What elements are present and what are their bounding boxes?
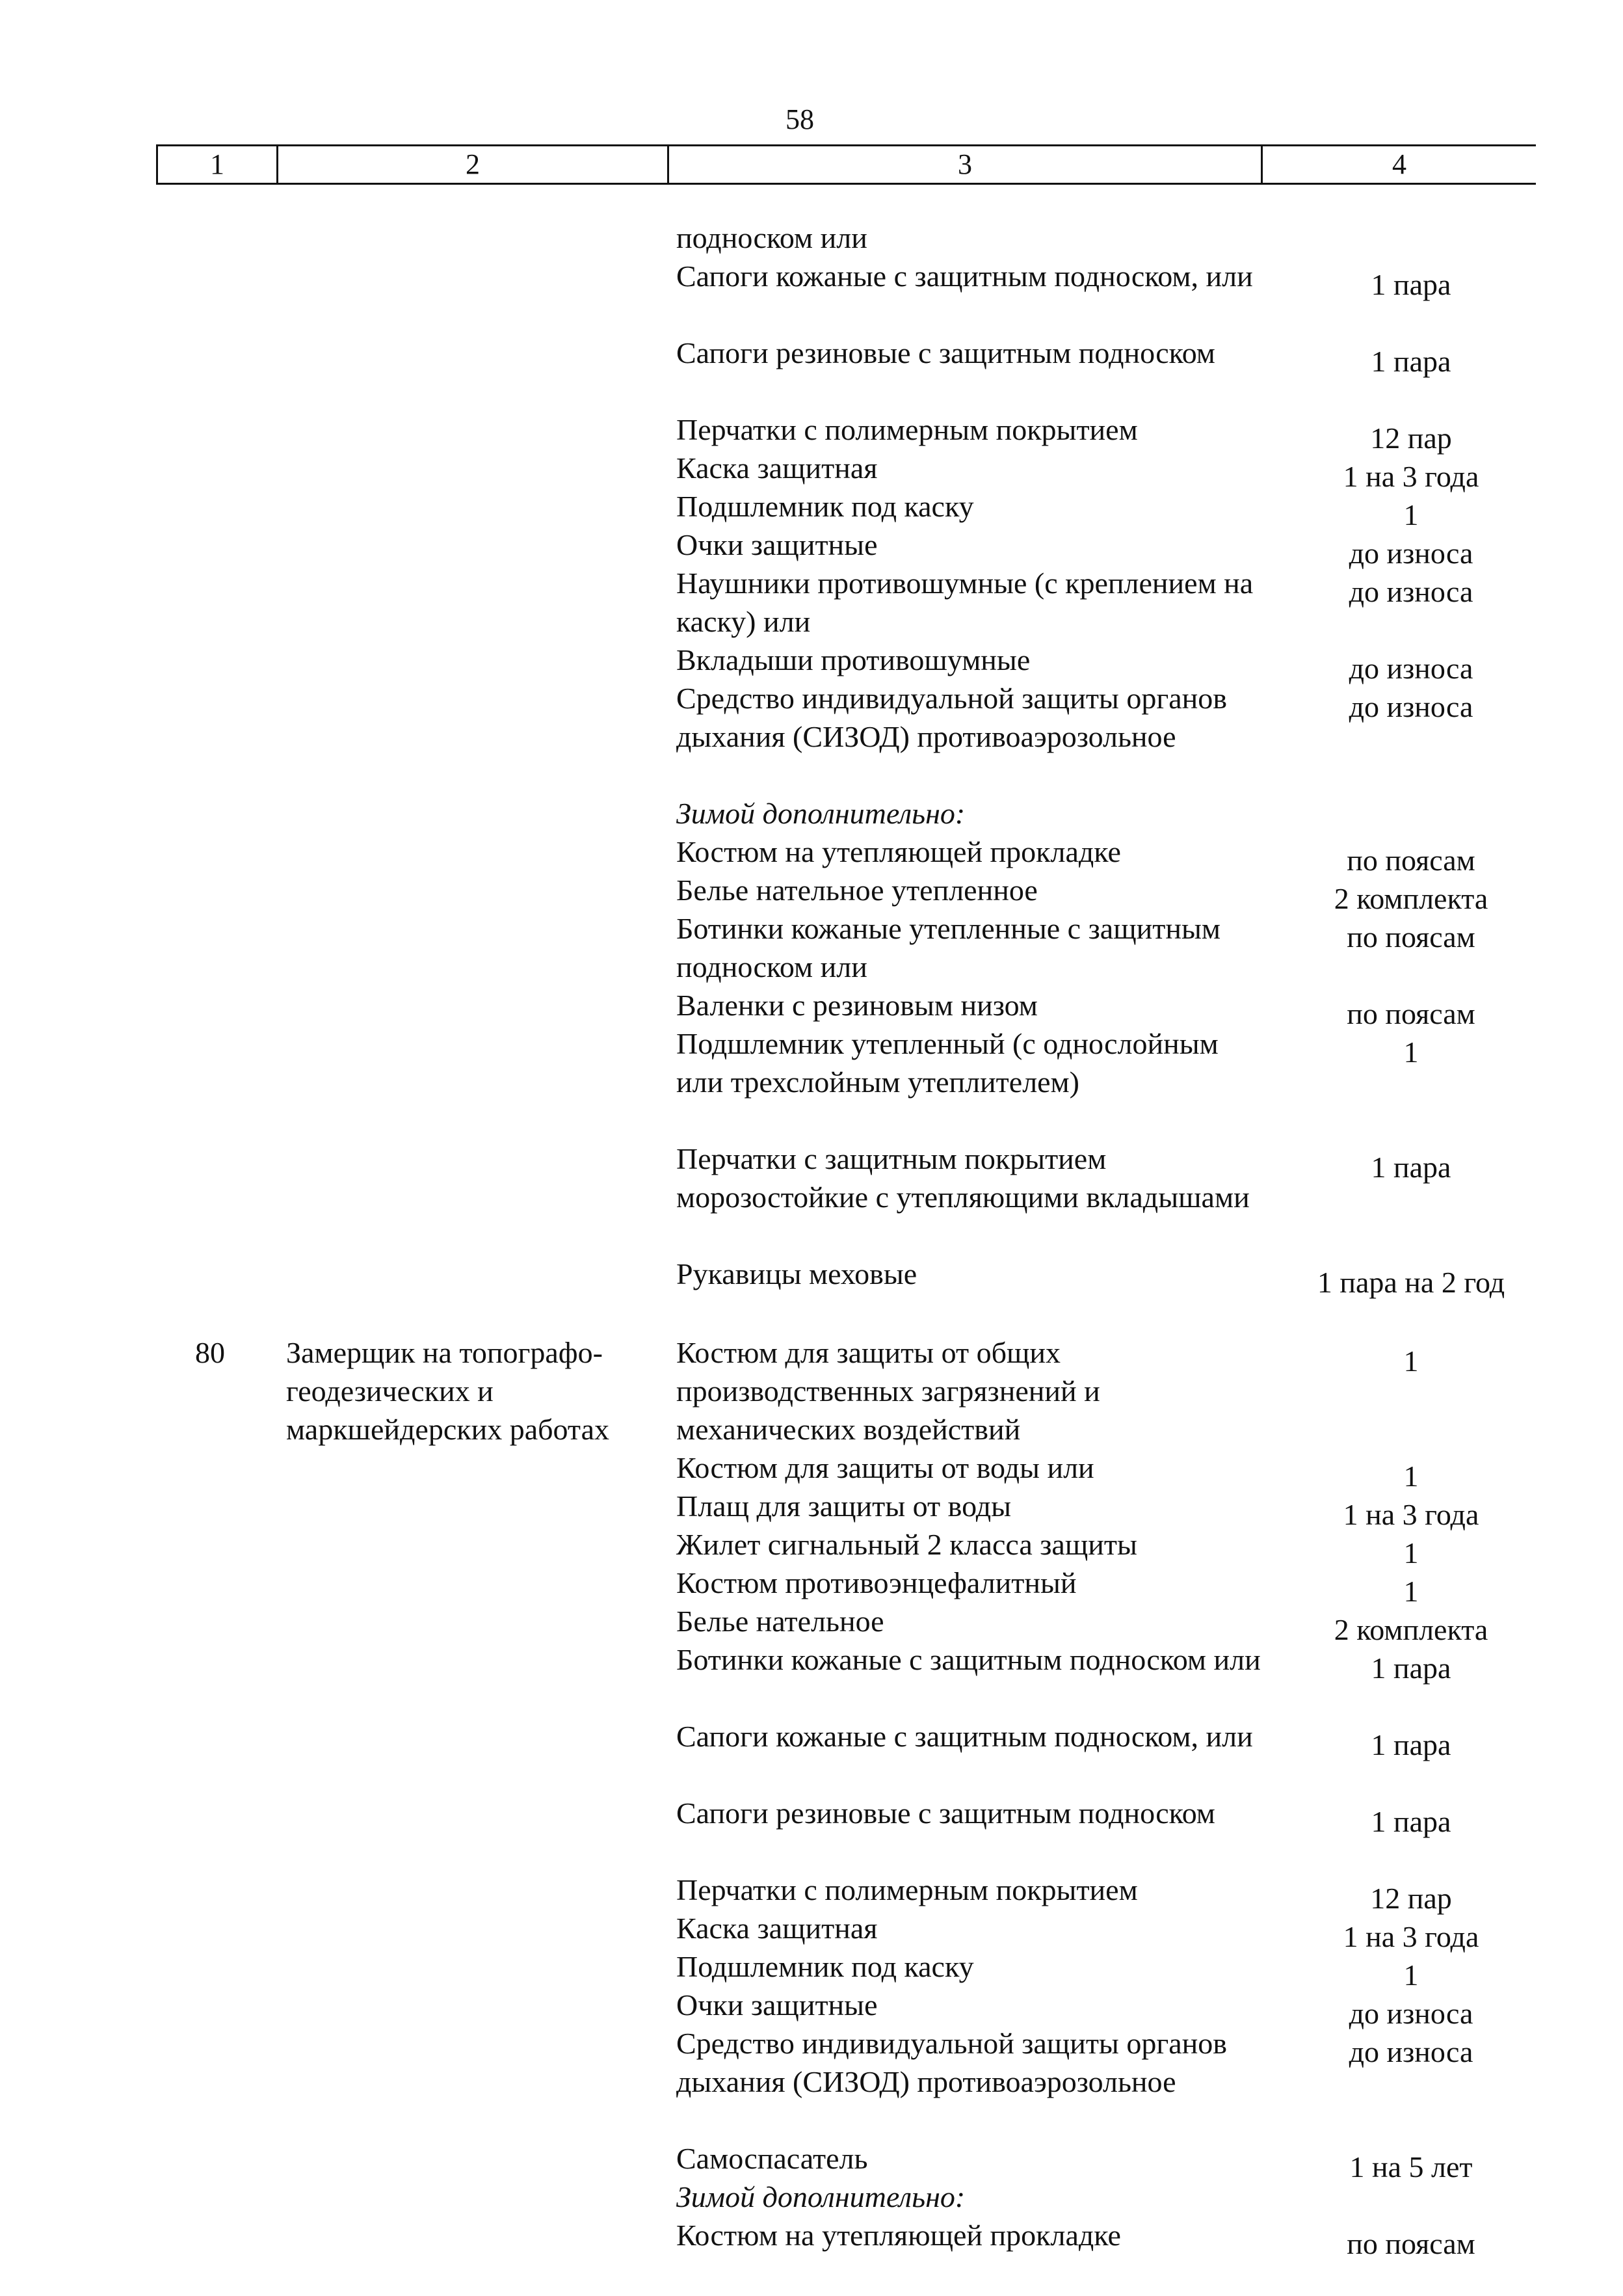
item-text: Очки защитные [676,528,878,561]
item-norm: 1 пара [1371,268,1451,301]
item-text: Плащ для защиты от воды [676,1489,1012,1523]
item-norm: по поясам [1347,844,1475,877]
item-text: Жилет сигнальный 2 класса защиты [676,1528,1137,1561]
entry-number: 80 [195,1336,225,1369]
item-text: подноском или [676,221,867,254]
item-norm: 12 пар [1370,421,1452,455]
item-norm: 1 пара [1371,345,1451,378]
item-text: Средство индивидуальной защиты органов дыхания (СИЗОД) противоаэрозольное [676,2027,1227,2098]
item-text: Очки защитные [676,1988,878,2022]
item-text: Средство индивидуальной защиты органов дыхания (СИЗОД) противоаэрозольное [676,682,1227,753]
winter-subheading: Зимой дополнительно: [676,797,966,830]
item-norm: 1 пара на 2 год [1317,1266,1505,1299]
item-norm: до износа [1349,652,1473,685]
item-norm: 1 пара [1371,1728,1451,1761]
item-norm: 12 пар [1370,1882,1452,1915]
item-text: Костюм для защиты от воды или [676,1451,1094,1484]
item-norm: 1 на 3 года [1343,1498,1479,1531]
column-header-2: 2 [278,146,668,184]
item-norm: до износа [1349,690,1473,723]
column-header-1: 1 [157,146,278,184]
item-text: Ботинки кожаные утепленные с защитным подноском или [676,912,1221,983]
item-norm: 1 [1403,1460,1419,1493]
item-norm: 1 [1403,1958,1419,1992]
item-norm: 2 комплекта [1334,1613,1488,1646]
item-norm: до износа [1349,2035,1473,2068]
item-norm: 1 [1403,1344,1419,1378]
item-norm: 1 пара [1371,1151,1451,1184]
item-text: Самоспасатель [676,2142,868,2175]
item-norm: 1 [1403,1536,1419,1569]
item-norm: 1 пара [1371,1651,1451,1685]
item-norm: 1 пара [1371,1805,1451,1838]
item-norm: 1 на 3 года [1343,1920,1479,1953]
item-text: Белье нательное [676,1605,884,1638]
item-text: Костюм на утепляющей прокладке [676,835,1121,868]
item-text: Костюм противоэнцефалитный [676,1566,1077,1599]
item-norm: 1 на 3 года [1343,460,1479,493]
item-norm: 2 комплекта [1334,882,1488,915]
item-text: Подшлемник под каску [676,1950,974,1983]
item-norm: 1 на 5 лет [1349,2150,1473,2183]
item-text: Подшлемник под каску [676,490,974,523]
item-norm: до износа [1349,1997,1473,2030]
item-norm: 1 [1403,498,1419,531]
item-text: Подшлемник утепленный (с однослойным или трехслойным утеплителем) [676,1027,1219,1099]
item-text: Перчатки с полимерным покрытием [676,413,1138,446]
item-norm: по поясам [1347,920,1475,954]
item-text: Наушники противошумные (с креплением на каску) или [676,567,1254,638]
entry-profession: Замерщик на топографо-геодезических и маркшейдерских работах [286,1336,610,1446]
item-text: Сапоги резиновые с защитным подноском [676,1796,1215,1830]
item-text: Валенки с резиновым низом [676,989,1038,1022]
item-text: Каска защитная [676,1912,878,1945]
column-header-3: 3 [668,146,1262,184]
item-text: Вкладыши противошумные [676,643,1031,676]
item-norm: до износа [1349,537,1473,570]
item-text: Перчатки с полимерным покрытием [676,1873,1138,1906]
item-text: Рукавицы меховые [676,1257,917,1290]
item-text: Костюм на утепляющей прокладке [676,2219,1121,2252]
item-norm: по поясам [1347,997,1475,1030]
winter-subheading: Зимой дополнительно: [676,2180,966,2213]
column-header-4: 4 [1262,146,1537,184]
item-text: Сапоги резиновые с защитным подноском [676,336,1215,369]
item-norm: 1 [1403,1035,1419,1069]
item-text: Каска защитная [676,451,878,485]
item-text: Ботинки кожаные с защитным подноском или [676,1643,1261,1676]
item-norm: 1 [1403,1575,1419,1608]
item-norm: по поясам [1347,2227,1475,2260]
item-norm: до износа [1349,575,1473,608]
item-text: Костюм для защиты от общих производственных загрязнений и механических воздействий [676,1336,1100,1446]
item-text: Белье нательное утепленное [676,874,1038,907]
item-text: Перчатки с защитным покрытием морозостойкие с утепляющими вкладышами [676,1142,1250,1214]
page-number: 58 [785,103,814,135]
item-text: Сапоги кожаные с защитным подноском, или [676,1720,1253,1753]
item-text: Сапоги кожаные с защитным подноском, или [676,260,1253,293]
